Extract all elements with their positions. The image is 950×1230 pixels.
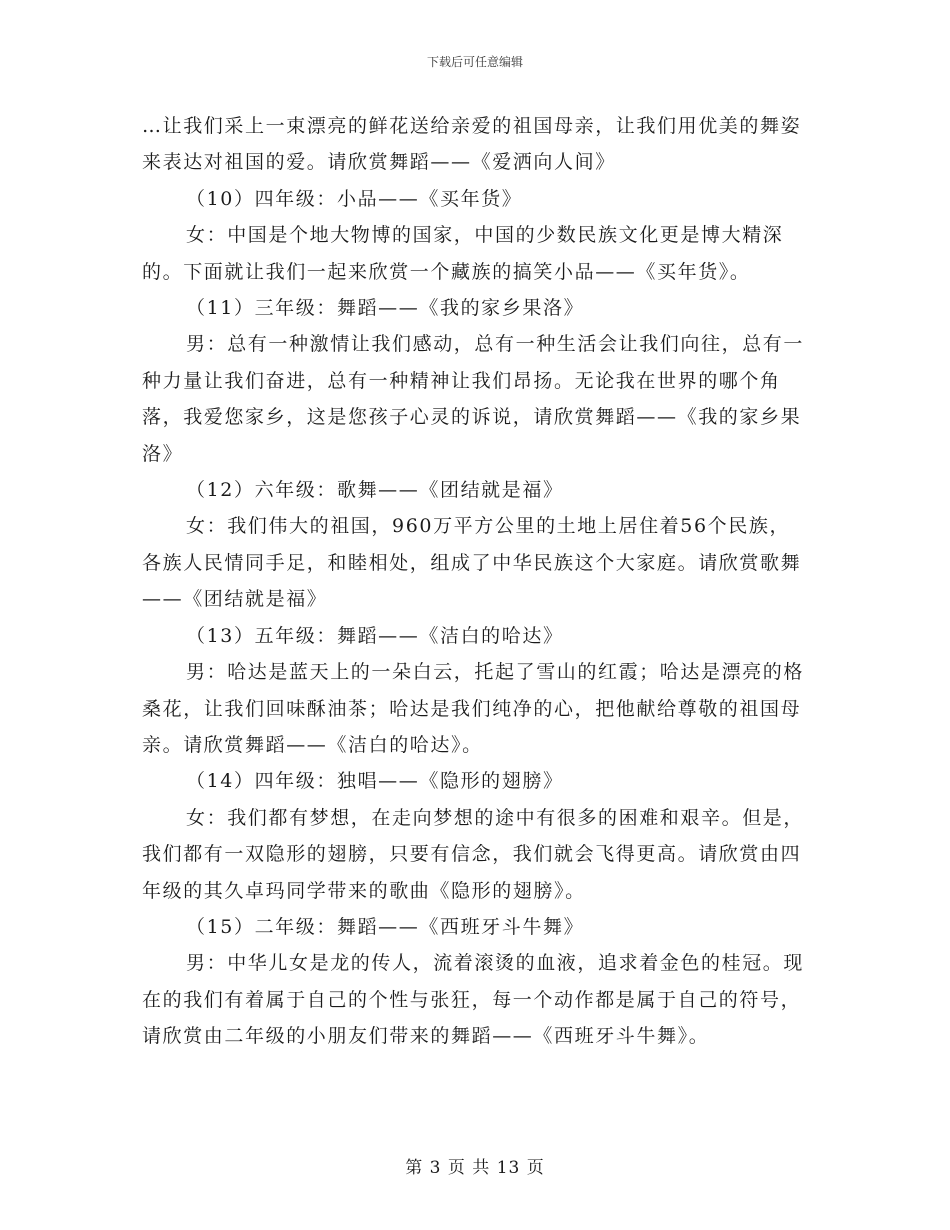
page-header: 下载后可任意编辑 — [426, 55, 523, 69]
paragraph: 男：哈达是蓝天上的一朵白云，托起了雪山的红霞；哈达是漂亮的格桑花，让我们回味酥油茶；哈达是我们纯净的心，把他献给尊敬的祖国母亲。请欣赏舞蹈——《洁白的哈达》。 — [142, 661, 805, 756]
program-item-heading: （12）六年级：歌舞——《团结就是福》 — [186, 479, 564, 502]
paragraph: 男：中华儿女是龙的传人，流着滚烫的血液，追求着金色的桂冠。现在的我们有着属于自己的个性与张狂，每一个动作都是属于自己的符号，请欣赏由二年级的小朋友们带来的舞蹈——《西班牙斗牛舞》。 — [142, 952, 805, 1048]
program-item-heading: （15）二年级：舞蹈——《西班牙斗牛舞》 — [186, 915, 585, 938]
paragraph: 女：我们伟大的祖国，960万平方公里的土地上居住着56个民族，各族人民情同手足，和睦相处，组成了中华民族这个大家庭。请欣赏歌舞——《团结就是福》 — [142, 515, 802, 611]
paragraph: 女：中国是个地大物博的国家，中国的少数民族文化更是博大精深的。下面就让我们一起来欣赏一个藏族的搞笑小品——《买年货》。 — [142, 224, 784, 283]
program-item-heading: （11）三年级：舞蹈——《我的家乡果洛》 — [186, 297, 585, 320]
document-body — [142, 108, 810, 1055]
paragraph: 女：我们都有梦想，在走向梦想的途中有很多的困难和艰辛。但是，我们都有一双隐形的翅膀，只要有信念，我们就会飞得更高。请欣赏由四年级的其久卓玛同学带来的歌曲《隐形的翅膀》。 — [142, 806, 805, 902]
paragraph: 男：总有一种激情让我们感动，总有一种生活会让我们向往，总有一种力量让我们奋进，总有一种精神让我们昂扬。无论我在世界的哪个角落，我爱您家乡，这是您孩子心灵的诉说，请欣赏舞蹈——《我的家乡果洛》 — [142, 333, 805, 465]
program-item-heading: （14）四年级：独唱——《隐形的翅膀》 — [186, 770, 564, 793]
paragraph: …让我们采上一束漂亮的鲜花送给亲爱的祖国母亲，让我们用优美的舞姿来表达对祖国的爱。请欣赏舞蹈——《爱洒向人间》 — [142, 115, 802, 174]
page-footer: 第 3 页 共 13 页 — [405, 1158, 545, 1178]
program-item-heading: （13）五年级：舞蹈——《洁白的哈达》 — [186, 624, 564, 647]
program-item-heading: （10）四年级：小品——《买年货》 — [186, 187, 523, 210]
